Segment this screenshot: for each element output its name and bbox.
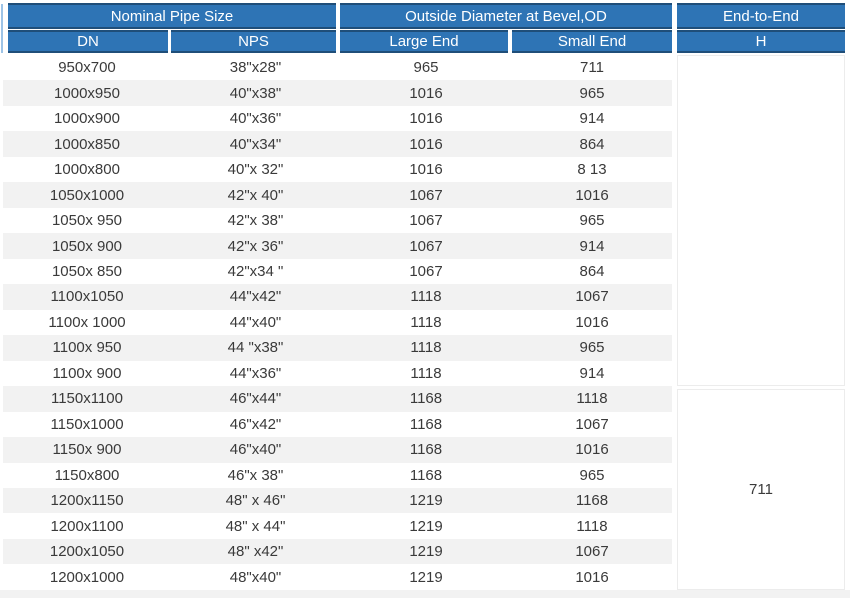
- cell-large-end: 1016: [409, 84, 443, 102]
- cell-small-end: 1118: [576, 390, 608, 408]
- cell-large-end: 1168: [409, 466, 443, 484]
- table-body: [3, 55, 672, 590]
- group-header-end-to-end: End-to-End: [677, 3, 845, 29]
- cell-small-end: 1067: [575, 288, 609, 306]
- cell-nps: 44"x36": [229, 364, 282, 382]
- cell-nps: 42"x34 ": [227, 262, 284, 280]
- column-header-large-end: Large End: [340, 30, 508, 53]
- table-row: [3, 182, 672, 207]
- cell-dn: 1050x1000: [49, 186, 125, 204]
- table-row: [3, 157, 672, 182]
- cell-dn: 1000x900: [54, 110, 120, 128]
- table-row: [3, 564, 672, 589]
- cell-dn: 1050x 850: [51, 262, 123, 280]
- cell-large-end: 1067: [409, 237, 443, 255]
- cell-dn: 1050x 950: [51, 212, 123, 230]
- cell-large-end: 1118: [410, 364, 442, 382]
- bottom-strip: [0, 590, 850, 598]
- cell-nps: 40"x38": [229, 84, 282, 102]
- cell-nps: 44 "x38": [227, 339, 284, 357]
- cell-nps: 42"x 38": [227, 212, 284, 230]
- table-row: [3, 335, 672, 360]
- cell-dn: 1100x1050: [50, 288, 124, 306]
- cell-dn: 1150x1100: [50, 390, 123, 408]
- cell-small-end: 711: [580, 59, 604, 77]
- cell-small-end: 1016: [575, 313, 609, 331]
- cell-small-end: 1118: [576, 517, 608, 535]
- cell-large-end: 1067: [409, 186, 443, 204]
- cell-dn: 1000x800: [54, 161, 120, 179]
- cell-small-end: 864: [579, 135, 605, 153]
- cell-nps: 44"x42": [229, 288, 282, 306]
- cell-large-end: 1168: [409, 441, 443, 459]
- cell-small-end: 914: [579, 364, 605, 382]
- cell-small-end: 1067: [575, 543, 609, 561]
- cell-small-end: 965: [579, 466, 605, 484]
- table-row: [3, 310, 672, 335]
- cell-nps: 48" x 46": [225, 492, 286, 510]
- cell-small-end: 1016: [575, 441, 609, 459]
- cell-dn: 1000x850: [54, 135, 120, 153]
- table-row: [3, 463, 672, 488]
- cell-large-end: 1219: [409, 517, 443, 535]
- cell-dn: 1000x950: [54, 84, 120, 102]
- column-header-h: H: [677, 30, 845, 53]
- cell-nps: 40"x 32": [227, 161, 284, 179]
- table-row: [3, 284, 672, 309]
- cell-large-end: 1168: [409, 390, 443, 408]
- column-header-nps: NPS: [171, 30, 336, 53]
- cell-large-end: 1168: [409, 415, 443, 433]
- table-row: [3, 386, 672, 411]
- cell-nps: 48"x40": [229, 568, 282, 586]
- cell-nps: 44"x40": [229, 313, 282, 331]
- cell-small-end: 914: [579, 237, 605, 255]
- cell-dn: 1150x1000: [50, 415, 124, 433]
- table-row: [3, 412, 672, 437]
- cell-nps: 46"x44": [229, 390, 282, 408]
- cell-dn: 1150x 900: [52, 441, 122, 459]
- cell-large-end: 1219: [409, 543, 443, 561]
- cell-small-end: 1016: [575, 568, 609, 586]
- cell-dn: 1200x1150: [50, 492, 124, 510]
- cell-large-end: 1016: [409, 135, 443, 153]
- cell-small-end: 1016: [575, 186, 609, 204]
- cell-dn: 1100x 900: [52, 364, 122, 382]
- cell-nps: 46"x40": [229, 441, 282, 459]
- table-row: [3, 233, 672, 258]
- cell-large-end: 1016: [409, 110, 443, 128]
- cell-large-end: 1219: [409, 492, 443, 510]
- cell-dn: 950x700: [58, 59, 116, 77]
- table-row: [3, 361, 672, 386]
- cell-nps: 46"x 38": [227, 466, 284, 484]
- cell-dn: 1200x1100: [50, 517, 124, 535]
- cell-small-end: 1067: [575, 415, 609, 433]
- cell-small-end: 914: [579, 110, 605, 128]
- table-left-border: [1, 4, 3, 53]
- table-row: [3, 106, 672, 131]
- column-header-small-end: Small End: [512, 30, 672, 53]
- cell-nps: 38"x28": [229, 59, 282, 77]
- table-row: [3, 513, 672, 538]
- cell-large-end: 1219: [409, 568, 443, 586]
- cell-dn: 1150x800: [54, 466, 120, 484]
- cell-nps: 40"x36": [229, 110, 282, 128]
- cell-nps: 42"x 36": [227, 237, 284, 255]
- cell-dn: 1100x 950: [52, 339, 122, 357]
- cell-large-end: 1016: [409, 161, 443, 179]
- cell-nps: 48" x 44": [225, 517, 286, 535]
- cell-nps: 40"x34": [229, 135, 282, 153]
- cell-large-end: 1118: [410, 339, 442, 357]
- cell-small-end: 864: [579, 262, 605, 280]
- group-header-nominal-pipe-size: Nominal Pipe Size: [8, 3, 336, 29]
- table-row: [3, 539, 672, 564]
- cell-nps: 46"x42": [229, 415, 282, 433]
- cell-small-end: 965: [579, 212, 605, 230]
- cell-large-end: 965: [413, 59, 439, 77]
- cell-nps: 42"x 40": [227, 186, 284, 204]
- cell-small-end: 965: [579, 84, 605, 102]
- cell-dn: 1200x1050: [49, 543, 125, 561]
- cell-large-end: 1067: [409, 212, 443, 230]
- cell-nps: 48" x42": [227, 543, 284, 561]
- column-header-dn: DN: [8, 30, 168, 53]
- cell-small-end: 1168: [575, 492, 609, 510]
- group-header-outside-diameter: Outside Diameter at Bevel,OD: [340, 3, 672, 29]
- cell-large-end: 1118: [410, 313, 442, 331]
- table-row: [3, 80, 672, 105]
- cell-small-end: 965: [579, 339, 605, 357]
- cell-dn: 1100x 1000: [48, 313, 126, 331]
- cell-dn: 1050x 900: [51, 237, 123, 255]
- table-row: [3, 437, 672, 462]
- h-merged-cell-empty: [677, 55, 845, 386]
- cell-small-end: 8 13: [577, 161, 607, 179]
- cell-large-end: 1118: [410, 288, 442, 306]
- h-merged-cell-value: 711: [677, 389, 845, 590]
- table-row: [3, 259, 672, 284]
- cell-dn: 1200x1000: [49, 568, 125, 586]
- table-row: [3, 208, 672, 233]
- table-row: [3, 131, 672, 156]
- table-row: [3, 55, 672, 80]
- table-row: [3, 488, 672, 513]
- cell-large-end: 1067: [409, 262, 443, 280]
